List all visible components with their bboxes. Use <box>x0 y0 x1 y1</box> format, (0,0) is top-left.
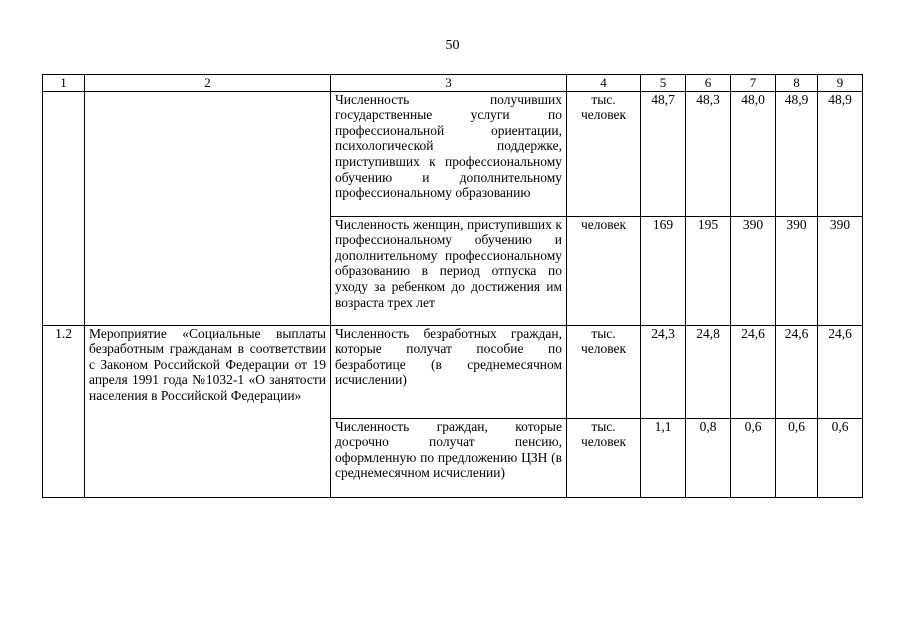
measure-cell: Мероприятие «Социальные выплаты безработным гражданам в соответствии с Законом Российской Федерации от 19 апреля 1991 года №1032-1 «О занятости населения в Российской Федерации» <box>85 325 331 497</box>
value-cell: 390 <box>731 216 776 325</box>
unit-cell: человек <box>567 216 641 325</box>
row-number <box>43 91 85 325</box>
table-row <box>43 325 863 418</box>
value-cell: 24,6 <box>731 325 776 418</box>
measure-cell <box>85 91 331 325</box>
value-cell: 24,8 <box>686 325 731 418</box>
column-header: 8 <box>776 75 818 92</box>
indicators-table <box>42 74 863 498</box>
unit-cell: тыс. человек <box>567 418 641 497</box>
value-cell: 0,6 <box>818 418 863 497</box>
indicator-cell: Численность граждан, которые досрочно получат пенсию, оформленную по предложению ЦЗН (в среднемесячном исчислении) <box>331 418 567 497</box>
column-header: 1 <box>43 75 85 92</box>
value-cell: 169 <box>641 216 686 325</box>
value-cell: 24,6 <box>776 325 818 418</box>
column-header: 3 <box>331 75 567 92</box>
column-header: 9 <box>818 75 863 92</box>
value-cell: 390 <box>776 216 818 325</box>
page-number: 50 <box>445 38 460 53</box>
column-header: 5 <box>641 75 686 92</box>
column-number-row <box>43 75 863 92</box>
indicator-cell: Численность получивших государственные услуги по профессиональной ориентации, психологической поддержке, приступивших к профессиональному обучению и дополнительному профессиональному образованию <box>331 91 567 216</box>
value-cell: 48,3 <box>686 91 731 216</box>
value-cell: 48,9 <box>776 91 818 216</box>
indicator-cell: Численность безработных граждан, которые получат пособие по безработице (в среднемесячном исчислении) <box>331 325 567 418</box>
value-cell: 48,7 <box>641 91 686 216</box>
value-cell: 1,1 <box>641 418 686 497</box>
value-cell: 48,9 <box>818 91 863 216</box>
column-header: 4 <box>567 75 641 92</box>
value-cell: 0,6 <box>731 418 776 497</box>
unit-cell: тыс. человек <box>567 325 641 418</box>
value-cell: 0,8 <box>686 418 731 497</box>
column-header: 7 <box>731 75 776 92</box>
value-cell: 390 <box>818 216 863 325</box>
value-cell: 24,3 <box>641 325 686 418</box>
column-header: 6 <box>686 75 731 92</box>
indicator-cell: Численность женщин, приступивших к профессиональному обучению и дополнительному профессиональному образованию в период отпуска по уходу за ребенком до достижения им возраста трех лет <box>331 216 567 325</box>
value-cell: 0,6 <box>776 418 818 497</box>
unit-cell: тыс. человек <box>567 91 641 216</box>
value-cell: 195 <box>686 216 731 325</box>
value-cell: 48,0 <box>731 91 776 216</box>
value-cell: 24,6 <box>818 325 863 418</box>
row-number: 1.2 <box>43 325 85 497</box>
table-row <box>43 91 863 216</box>
column-header: 2 <box>85 75 331 92</box>
